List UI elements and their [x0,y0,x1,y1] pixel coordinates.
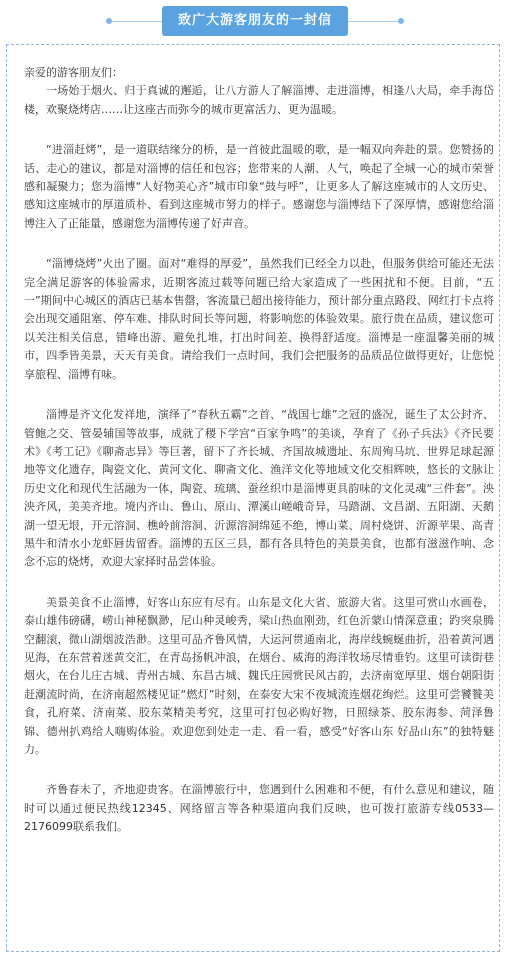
paragraph-5: 美景美食不止淄博，好客山东应有尽有。山东是文化大省、旅游大省。这里可赏山水画卷，泰山雄伟磅礴，崂山神秘飘渺，尼山种灵峻秀，梁山热血刚劲，红色沂蒙山情深意重；趵突泉腾空翻滚，微山湖烟波浩渺。这里可品齐鲁风情，大运河贯通南北，海岸线蜿蜒曲折，沿着黄河遇见海，在东营着迷黄交汇，在青岛扬帆冲浪，在烟台、威海的海洋牧场尽情垂钓。这里可读街巷烟火，在台儿庄古城、青州古城、东昌古城、魏氏庄园赏民风古韵，去济南宽厚里、烟台朝阳街赶潮流时尚，在济南超然楼见证“燃灯”时刻，在泰安大宋不夜城流连烟花绚烂。这里可尝饕餮美食，孔府菜、济南菜、胶东菜精美考究，这里可打包必购好物，日照绿茶、胶东海参、菏泽鲁锦、德州扒鸡给人嗨购体验。欢迎您到处走一走、看一看，感受“好客山东 好品山东”的独特魅力。 [24,595,494,756]
paragraph-3: “淄博烧烤”火出了圈。面对“难得的厚爱”，虽然我们已经全力以赴，但服务供给可能还无法完全满足游客的体验需求，近期客流过载等问题已给大家造成了一些困扰和不便。目前，“五一”期间中心城区的酒店已基本售罄，客流量已超出接待能力，预计部分重点路段、网红打卡点将会出现交通阻塞、停车难、排队时间长等问题，将影响您的体验效果。旅行贵在品质，建议您可以关注相关信息，错峰出游、避免扎堆，打出时间差、换得舒适度。淄博是一座温馨美丽的城市，四季皆美景，天天有美食。请给我们一点时间，我们会把服务的品质品位做得更好，让您悦享旅程、淄博有味。 [24,257,494,381]
paragraph-2: “进淄赶烤”，是一道联结缘分的桥，是一首彼此温暖的歌，是一幅双向奔赴的景。您赞扬的话、走心的建议，都是对淄博的信任和包容；您带来的人潮、人气，唤起了全城一心的城市荣誉感和凝聚力；您为淄博“人好物美心齐”城市印象“鼓与呼”，让更多人了解这座城市的人文历史、感知这座城市的厚道质朴、看到这座城市努力的样子。感谢您与淄博结下了深厚情，感谢您给淄博注入了正能量，感谢您为淄博传递了好声音。 [24,143,494,230]
greeting: 亲爱的游客朋友们： [24,66,123,79]
title-banner [0,0,510,44]
letter-body [24,64,494,859]
title-line-left [112,21,162,22]
letter-title: 致广大游客朋友的一封信 [162,6,348,36]
paragraph-6: 齐鲁春未了，齐地迎贵客。在淄博旅行中，您遇到什么困难和不便，有什么意见和建议，随时可以通过便民热线12345、网络留言等各种渠道向我们反映，也可拨打旅游专线0533—2176099联系我们。 [24,783,494,834]
title-dot-right [398,18,404,24]
paragraph-1: 一场始于烟火、归于真诚的邂逅，让八方游人了解淄博、走进淄博，相逢八大局，牵手海岱楼，欢聚烧烤店……让这座古而弥今的城市更富活力、更为温暖。 [24,84,494,116]
title-line-right [348,21,398,22]
paragraph-4: 淄博是齐文化发祥地，演绎了“春秋五霸”之首、“战国七雄”之冠的盛况，诞生了太公封齐、管鲍之交、管晏辅国等故事，成就了稷下学宫“百家争鸣”的美谈，孕育了《孙子兵法》《齐民要术》《考工记》《聊斋志异》等巨著，留下了齐长城、齐国故城遗址、东周殉马坑、世界足球起源地等文化遗存，陶瓷文化、黄河文化、聊斋文化、渔洋文化等地域文化交相辉映，悠长的文脉让历史文化和现代生活融为一体，陶瓷、琉璃、蚕丝织巾是淄博更具韵味的文化灵魂“三件套”。泱泱齐风，美美齐地。境内齐山、鲁山、原山、潭溪山嵯峨奇异，马踏湖、文昌湖、五阳湖、天鹅湖一望无垠，开元溶洞、樵岭前溶洞、沂源溶洞绵延不绝，博山菜、周村烧饼、沂源苹果、高青黑牛和清水小龙虾唇齿留香。淄博的五区三县，都有各具特色的美景美食，也都有滋滋作响、念念不忘的烧烤，欢迎大家择时品尝体验。 [24,408,494,569]
